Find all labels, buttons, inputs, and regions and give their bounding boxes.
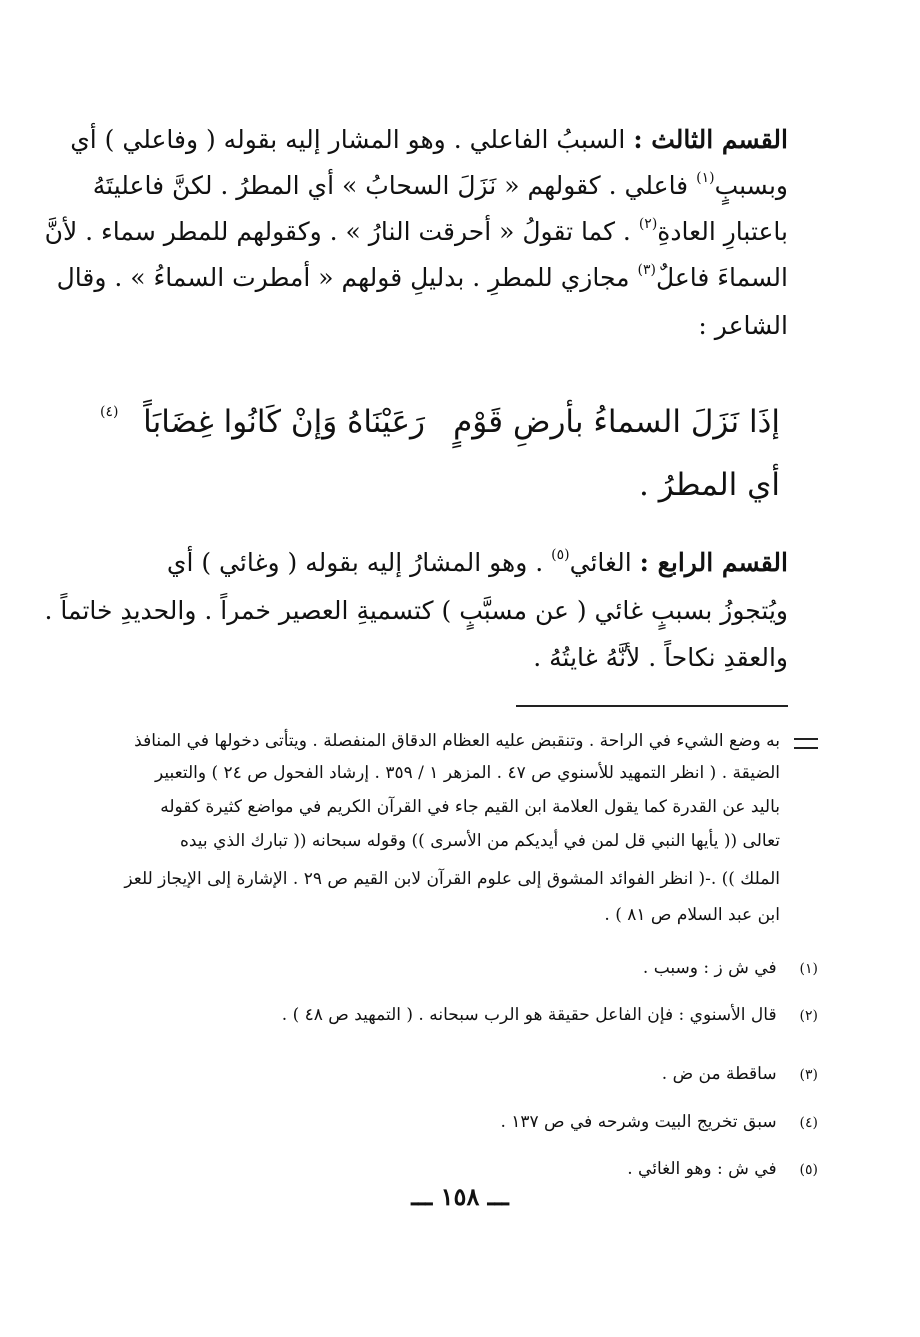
text-line: القسم الرابع : الغائي$^{(٥)}$ . وهو المشارُ إليه بقوله ( وغائي ) أي [166, 547, 788, 577]
poem-hemistich: إذَا نَزَلَ السماءُ بأرضِ قَوْمٍ [453, 404, 780, 440]
footnote: (٤) سبق تخريج البيت وشرحه في ص ١٣٧ . [200, 1110, 818, 1135]
poem-note: أي المطرُ . [639, 467, 780, 503]
page-number: ـــ ١٥٨ ـــ [411, 1182, 509, 1211]
footnote-number: (١) [799, 961, 818, 977]
footnote-ref: (٤) [100, 404, 119, 420]
footnote: (٢) قال الأسنوي : فإن الفاعل حقيقة هو الرب سبحانه . ( التمهيد ص ٤٨ ) . [200, 1003, 818, 1028]
footnote-ref: (٢) [638, 216, 658, 232]
footnote-number: (٣) [799, 1067, 818, 1083]
footnote-number: (٢) [799, 1008, 818, 1024]
text-line: وبسببٍ$^{(١)}$ فاعلي . كقولهم « نَزَلَ السحابُ » أي المطرُ . لكنَّ فاعليتَهُ [92, 170, 788, 200]
poem-verse [100, 402, 780, 442]
footnote-continuation-line: به وضع الشيء في الراحة . وتنقبض عليه العظام الدقاق المنفصلة . ويتأتى دخولها في المنافذ [134, 731, 780, 751]
text-line: والعقدِ نكاحاً . لأنَّهُ غايتُهُ . [533, 643, 788, 672]
continuation-mark [794, 738, 818, 749]
text-line: القسم الثالث : السببُ الفاعلي . وهو المشار إليه بقوله ( وفاعلي ) أي [70, 125, 788, 154]
text-line: ويُتجوزُ بسببٍ غائي ( عن مسبَّبٍ ) كتسميةِ العصير خمراً . والحديدِ خاتماً . [44, 596, 788, 625]
footnote-continuation-line: باليد عن القدرة كما يقول العلامة ابن القيم جاء في القرآن الكريم في مواضع كثيرة كقوله [160, 797, 780, 817]
text-line: باعتبارِ العادةِ$^{(٢)}$ . كما تقولُ « أحرقت النارُ » . وكقولهم للمطر سماء . لأنَّ [44, 216, 788, 246]
footnote: (١) في ش ز : وسبب . [200, 956, 818, 981]
footnote-continuation-line: الضيقة . ( انظر التمهيد للأسنوي ص ٤٧ . المزهر ١ / ٣٥٩ . إرشاد الفحول ص ٢٤ ) والتعبير [155, 763, 780, 783]
text-line: السماءَ فاعلٌ$^{(٣)}$ مجازي للمطرِ . بدليلِ قولهم « أمطرت السماءُ » . وقال [56, 262, 788, 292]
footnote-continuation-line: تعالى (( يأيها النبي قل لمن في أيديكم من الأسرى )) وقوله سبحانه (( تبارك الذي بيده [179, 831, 780, 851]
footnote-continuation-line: الملك )) .-( انظر الفوائد المشوق إلى علوم القرآن لابن القيم ص ٢٩ . الإشارة إلى الإيجاز للعز [124, 869, 780, 889]
footnote-continuation-line: ابن عبد السلام ص ٨١ ) . [604, 905, 780, 925]
footnote: (٥) في ش : وهو الغائي . [200, 1157, 818, 1182]
footnote: (٣) ساقطة من ض . [200, 1062, 818, 1087]
section-heading: القسم الثالث : [633, 125, 788, 154]
poem-hemistich: رَعَيْنَاهُ وَإنْ كَانُوا غِضَابَاً [143, 404, 425, 440]
footnote-number: (٥) [799, 1162, 818, 1178]
footnote-number: (٤) [799, 1115, 818, 1131]
footnote-separator [516, 705, 788, 707]
footnote-ref: (٣) [637, 262, 656, 278]
text-line: الشاعر : [698, 311, 788, 340]
footnote-ref: (١) [696, 170, 715, 186]
footnote-ref: (٥) [551, 547, 570, 563]
section-heading: القسم الرابع : [639, 548, 788, 577]
